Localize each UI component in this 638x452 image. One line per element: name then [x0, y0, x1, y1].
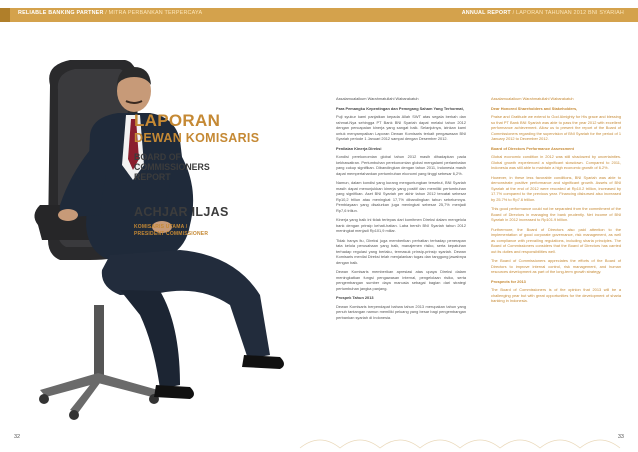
title-laporan: LAPORAN	[134, 111, 221, 130]
paragraph-id-7: Dewan Komisaris berpendapat bahwa tahun 2013 merupakan tahun yang penuh tantangan namun memiliki peluang yang besar bagi pengembangan perbankan syariah di Indonesia.	[336, 303, 466, 320]
paragraph-en-6: The Board of Commissioners appreciates the efforts of the Board of Directors to improve internal control, risk management, and human resources development as part of the long-term growth strategy.	[491, 258, 621, 274]
board-line-2: COMMISSIONERS	[134, 162, 210, 172]
greeting-id: Para Pemangku Kepentingan dan Pemegang Saham Yang Terhormat,	[336, 105, 464, 111]
title-block	[134, 112, 324, 146]
paragraph-id-1: Puji syukur kami panjatkan kepada Allah SWT atas segala berkah dan rahmat-Nya sehingga PT Bank BNI Syariah dapat melalui tahun 2012 dengan pencapaian kinerja yang sangat baik. Selanjutnya, izinkan kami untuk menyampaikan Laporan Dewan Komisaris terkait pengawasan BNI Syariah periode 1 Januari 2012 sampai dengan Desember 2012.	[336, 114, 466, 141]
salutation-en: Assalamualaikum Warahmatullahi Wabarakatuh	[491, 96, 574, 101]
page-number-left: 32	[14, 434, 21, 440]
title-board-report	[134, 152, 334, 182]
role-line-1: KOMISARIS UTAMA /	[134, 224, 188, 230]
paragraph-id-3: Namun, dalam kondisi yang kurang menguntungkan tersebut, BNI Syariah masih dapat menunjukkan kinerja yang positif dan memiliki pertumbuhan yang signifikan. Aset BNI Syariah per akhir tahun 2012 tercatat sebesar Rp10,2 triliun atau meningkat 17,7% dibandingkan tahun sebelumnya. Pembiayaan yang disalurkan juga meningkat sebesar 25,7% menjadi Rp7,6 triliun.	[336, 180, 466, 213]
paragraph-en-3: However, in these less favorable conditions, BNI Syariah was able to demonstrate positive performance and significant growth. Assets of BNI Syariah at the end of 2012 were recorded at Rp10.2 trillion, increased by 17.7% compared to the previous year. Financing disbursed also increased by 25.7% to Rp7.6 trillion.	[491, 174, 621, 202]
paragraph-en-5: Furthermore, the Board of Directors also paid attention to the implementation of good corporate governance, risk management, as well as compliance with prevailing regulations, including sharia principles. The Board of Commissioners considers that the Board of Directors has carried out its duties and responsibilities well.	[491, 226, 621, 254]
paragraph-id-6: Dewan Komisaris memberikan apresiasi atas upaya Direksi dalam meningkatkan fungsi pengawasan internal, pengelolaan risiko, serta pengembangan sumber daya manusia sebagai bagian dari strategi pertumbuhan jangka panjang.	[336, 269, 466, 291]
paragraph-id-4: Kinerja yang baik ini tidak terlepas dari komitmen Direksi dalam mengelola bank dengan prinsip kehati-hatian. Laba bersih BNI Syariah tahun 2012 meningkat menjadi Rp101,9 miliar.	[336, 217, 466, 233]
header-right-strong: ANNUAL REPORT	[461, 10, 511, 16]
column-indonesian	[336, 96, 466, 324]
title-dewan-komisaris: DEWAN KOMISARIS	[134, 131, 260, 145]
heading-en-2: Prospects for 2013	[491, 278, 526, 284]
header-left-strong: RELIABLE BANKING PARTNER	[18, 10, 104, 16]
board-line-3: REPORT	[134, 172, 171, 182]
board-line-1: BOARD OF	[134, 152, 181, 162]
person-role	[134, 224, 284, 238]
heading-id-1: Penilaian Kinerja Direksi	[336, 145, 382, 151]
column-english	[491, 96, 621, 308]
role-line-2: PRESIDENT COMMISSIONER	[134, 231, 209, 237]
page-number-right: 33	[617, 434, 624, 440]
heading-en-1: Board of Directors Performance Assessment	[491, 145, 574, 151]
person-name: ACHJAR ILJAS	[134, 205, 229, 219]
header-accent	[0, 8, 10, 22]
paragraph-en-7: The Board of Commissioners is of the opinion that 2013 will be a challenging year but with great opportunities for the development of sharia banking in Indonesia.	[491, 287, 621, 303]
heading-id-2: Prospek Tahun 2013	[336, 295, 374, 300]
paragraph-en-2: Global economic condition in 2012 was still shadowed by uncertainties. Global growth experienced a significant slowdown. Compared to 2011, Indonesia was still able to maintain a high economic growth of 6.2%.	[491, 154, 621, 170]
paragraph-en-1: Praise and Gratitude we extend to God Almighty for His grace and blessing so that PT Bank BNI Syariah was able to pass the year 2012 with excellent performance achievement. Allow us to present the report of the Board of Commissioners regarding the supervision of BNI Syariah for the period of 1 January 2012 to December 2012.	[491, 114, 621, 141]
header-right-sub: LAPORAN TAHUNAN 2012 BNI SYARIAH	[516, 10, 624, 16]
salutation-id: Assalamualaikum Warahmatullahi Wabarakatuh	[336, 96, 419, 101]
header-right-text: ANNUAL REPORT / LAPORAN TAHUNAN 2012 BNI SYARIAH	[461, 10, 624, 16]
decorative-pattern	[0, 428, 638, 452]
paragraph-id-2: Kondisi perekonomian global tahun 2012 masih dihadapkan pada kekhawatiran. Pertumbuhan perekonomian global mengalami perlambatan yang cukup signifikan. Dibandingkan dengan tahun 2011, Indonesia masih dapat mempertahankan pertumbuhan ekonomi yang tinggi sebesar 6,2%.	[336, 154, 466, 176]
greeting-en: Dear Honored Shareholders and Stakeholders,	[491, 105, 578, 111]
header-left-text: RELIABLE BANKING PARTNER / MITRA PERBANKAN TERPERCAYA	[18, 10, 203, 16]
header-left-sub: MITRA PERBANKAN TERPERCAYA	[108, 10, 203, 16]
paragraph-en-4: This good performance could not be separated from the commitment of the Board of Directors in managing the bank prudently. Net income of BNI Syariah in 2012 increased to Rp101.9 billion.	[491, 206, 621, 222]
paragraph-id-5: Tidak hanya itu, Direksi juga memberikan perhatian terhadap penerapan tata kelola perusahaan yang baik, manajemen risiko, serta kepatuhan terhadap regulasi yang berlaku, termasuk prinsip-prinsip syariah. Dewan Komisaris menilai Direksi telah menjalankan tugas dan tanggung jawabnya dengan baik.	[336, 237, 466, 265]
